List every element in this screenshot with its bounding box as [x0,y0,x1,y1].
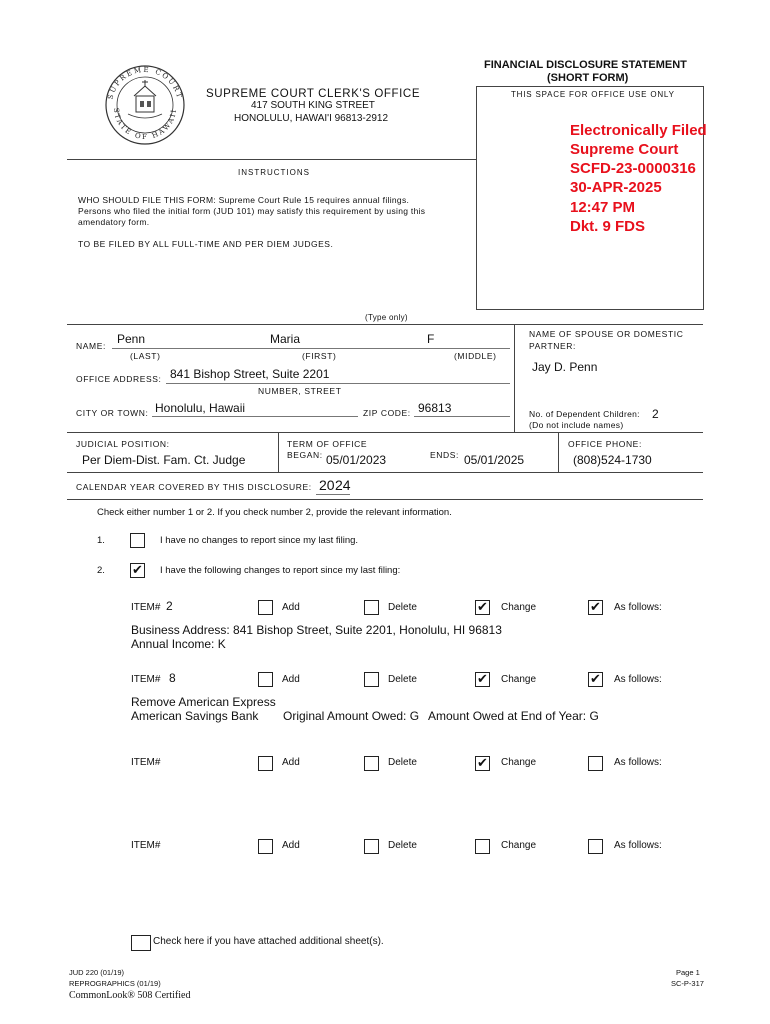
option2-text: I have the following changes to report since my last filing: [160,565,401,576]
city-label: CITY OR TOWN: [76,408,149,418]
option2-checkbox[interactable] [130,563,145,578]
item3-change-check-icon: ✔ [477,755,488,770]
option1-text: I have no changes to report since my last filing. [160,535,359,546]
item1-change-checkbox[interactable] [475,600,490,615]
item1-asfollows-check-icon: ✔ [590,599,601,614]
form-title: FINANCIAL DISCLOSURE STATEMENT [484,59,687,71]
item3-label: ITEM# [131,757,161,768]
office-phone-value[interactable]: (808)524-1730 [573,453,652,467]
attached-sheets-text: Check here if you have attached additional sheet(s). [153,936,384,947]
item3-asfollows-label: As follows: [614,757,662,768]
item1-asfollows-checkbox[interactable] [588,600,603,615]
first-name-value[interactable]: Maria [270,332,301,346]
option1-checkbox[interactable] [130,533,145,548]
spouse-label-line2: PARTNER: [529,341,576,351]
office-address-line1: 417 SOUTH KING STREET [251,100,375,111]
item4-add-checkbox[interactable] [258,839,273,854]
middle-label: (MIDDLE) [454,351,497,361]
dependents-label: No. of Dependent Children: [529,409,640,419]
calendar-year-label: CALENDAR YEAR COVERED BY THIS DISCLOSURE: [76,482,312,492]
form-id: JUD 220 (01/19) [69,968,125,977]
item3-add-checkbox[interactable] [258,756,273,771]
seal-top-text: SUPREME COURT [106,65,184,101]
form-code: SC-P-317 [671,979,704,988]
item1-change-label: Change [501,602,537,613]
item1-number[interactable]: 2 [166,599,173,613]
item1-add-checkbox[interactable] [258,600,273,615]
item1-asfollows-label: As follows: [614,602,662,613]
item2-original-amount: Original Amount Owed: G [283,709,420,723]
item2-end-amount: Amount Owed at End of Year: G [428,709,599,723]
item2-label: ITEM# [131,674,161,685]
zip-label: ZIP CODE: [363,408,411,418]
item2-delete-checkbox[interactable] [364,672,379,687]
item2-detail-line2: American Savings Bank [131,709,259,723]
item3-delete-checkbox[interactable] [364,756,379,771]
item3-delete-label: Delete [388,757,417,768]
check-instruction: Check either number 1 or 2. If you check number 2, provide the relevant information. [97,507,452,518]
form-subtitle: (SHORT FORM) [547,72,629,84]
office-address-line2: HONOLULU, HAWAI'I 96813-2912 [234,113,389,124]
item2-delete-label: Delete [388,674,417,685]
efile-stamp-line5: 12:47 PM [570,199,636,216]
item4-add-label: Add [282,840,300,851]
item3-asfollows-checkbox[interactable] [588,756,603,771]
office-name: SUPREME COURT CLERK'S OFFICE [206,88,421,100]
efile-stamp-line6: Dkt. 9 FDS [570,218,646,235]
item4-change-label: Change [501,840,537,851]
instructions-para1-line1: WHO SHOULD FILE THIS FORM: Supreme Court Rule 15 requires annual filings. [78,195,410,205]
began-label: BEGAN: [287,450,323,460]
item4-label: ITEM# [131,840,161,851]
efile-stamp-line1: Electronically Filed [570,122,707,139]
item2-change-check-icon: ✔ [477,671,488,686]
item4-delete-label: Delete [388,840,417,851]
item1-delete-checkbox[interactable] [364,600,379,615]
item1-label: ITEM# [131,602,161,613]
option2-number: 2. [97,565,105,576]
instructions-heading: INSTRUCTIONS [238,168,310,177]
item3-change-label: Change [501,757,537,768]
judicial-position-label: JUDICIAL POSITION: [76,439,170,449]
ends-label: ENDS: [430,450,459,460]
dependents-value[interactable]: 2 [652,407,659,421]
year-prefix: 20 [319,477,335,493]
item1-delete-label: Delete [388,602,417,613]
office-use-label: THIS SPACE FOR OFFICE USE ONLY [511,90,675,99]
item4-asfollows-checkbox[interactable] [588,839,603,854]
item2-add-checkbox[interactable] [258,672,273,687]
year-value[interactable]: 24 [335,477,351,493]
option1-number: 1. [97,535,105,546]
item1-change-check-icon: ✔ [477,599,488,614]
item3-change-checkbox[interactable] [475,756,490,771]
first-label: (FIRST) [302,351,337,361]
seal-bottom-text: STATE OF HAWAII [111,107,179,142]
judicial-position-value[interactable]: Per Diem-Dist. Fam. Ct. Judge [82,453,246,467]
office-address-label: OFFICE ADDRESS: [76,374,162,384]
item2-asfollows-label: As follows: [614,674,662,685]
name-label: NAME: [76,341,106,351]
item1-add-label: Add [282,602,300,613]
efile-stamp-line2: Supreme Court [570,141,679,158]
item2-asfollows-check-icon: ✔ [590,671,601,686]
instructions-para2: TO BE FILED BY ALL FULL-TIME AND PER DIEM JUDGES. [78,239,334,249]
option2-check-icon: ✔ [132,562,143,577]
middle-initial-value[interactable]: F [427,332,435,346]
efile-stamp-line3: SCFD-23-0000316 [570,160,696,177]
item4-change-checkbox[interactable] [475,839,490,854]
certified-note: CommonLook® 508 Certified [69,990,191,1001]
last-label: (LAST) [130,351,161,361]
item2-detail-line1: Remove American Express [131,695,276,709]
office-phone-label: OFFICE PHONE: [568,439,642,449]
efile-stamp-line4: 30-APR-2025 [570,179,662,196]
item3-add-label: Add [282,757,300,768]
attached-sheets-checkbox[interactable] [131,935,151,951]
item2-change-label: Change [501,674,537,685]
item2-change-checkbox[interactable] [475,672,490,687]
ends-value[interactable]: 05/01/2025 [464,453,525,467]
zip-value[interactable]: 96813 [418,401,452,415]
spouse-name-value[interactable]: Jay D. Penn [532,360,598,374]
spouse-label-line1: NAME OF SPOUSE OR DOMESTIC [529,329,684,339]
item4-delete-checkbox[interactable] [364,839,379,854]
page-number: Page 1 [676,968,700,977]
item4-asfollows-label: As follows: [614,840,662,851]
instructions-para1-line3: amendatory form. [78,217,150,227]
instructions-para1-line2: Persons who filed the initial form (JUD 101) may satisfy this requirement by using this [78,206,426,216]
term-of-office-label: TERM OF OFFICE [287,439,368,449]
item1-detail-line1: Business Address: 841 Bishop Street, Suite 2201, Honolulu, HI 96813 [131,623,502,637]
type-only-note: (Type only) [365,313,408,322]
supreme-court-seal-icon [104,64,186,146]
dependents-note: (Do not include names) [529,420,624,430]
last-name-value[interactable]: Penn [117,332,146,346]
reprographics: REPROGRAPHICS (01/19) [69,979,161,988]
began-value[interactable]: 05/01/2023 [326,453,387,467]
number-street-label: NUMBER, STREET [258,386,342,396]
office-address-value[interactable]: 841 Bishop Street, Suite 2201 [170,367,330,381]
city-value[interactable]: Honolulu, Hawaii [155,401,246,415]
item1-detail-line2: Annual Income: K [131,637,226,651]
item2-add-label: Add [282,674,300,685]
item2-asfollows-checkbox[interactable] [588,672,603,687]
item2-number[interactable]: 8 [169,671,176,685]
